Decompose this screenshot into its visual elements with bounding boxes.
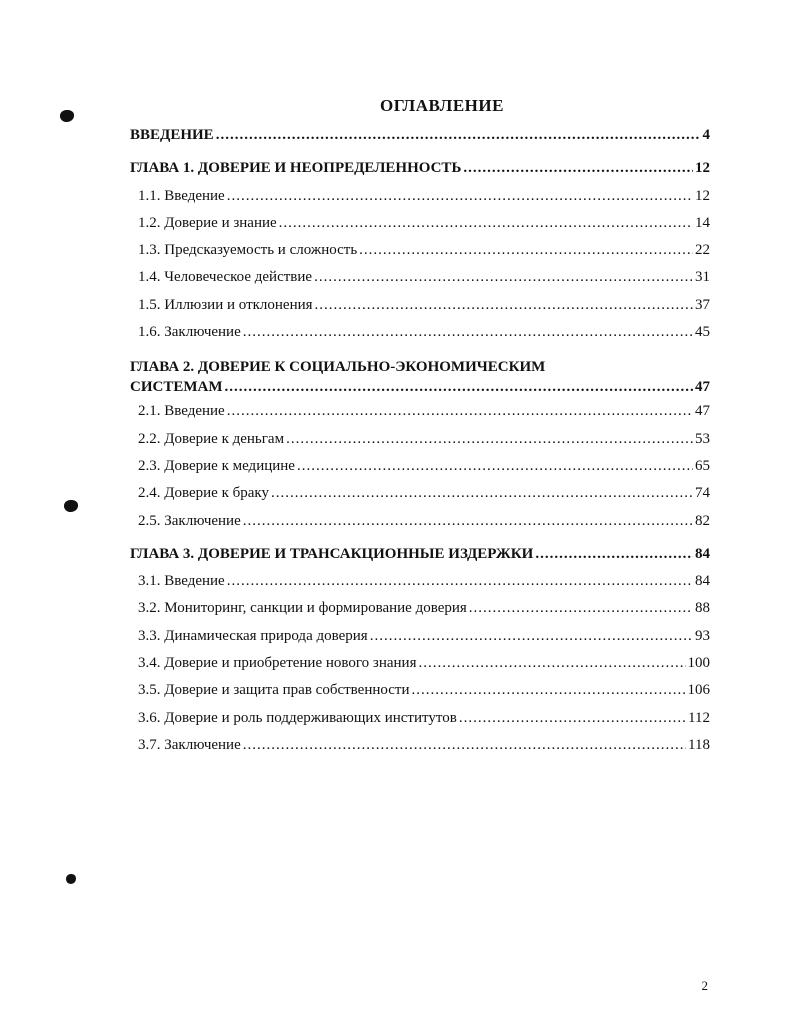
leader-dots xyxy=(535,544,693,564)
leader-dots xyxy=(286,429,693,449)
toc-entry-label: ГЛАВА 1. ДОВЕРИЕ И НЕОПРЕДЕЛЕННОСТЬ xyxy=(130,160,462,177)
leader-dots xyxy=(370,626,693,646)
toc-section-3-5[interactable] xyxy=(130,680,710,707)
leader-dots xyxy=(314,267,693,287)
toc-entry-label: 1.4. Человеческое действие xyxy=(138,269,313,286)
leader-dots xyxy=(459,708,686,728)
leader-dots xyxy=(227,186,693,206)
leader-dots xyxy=(279,213,693,233)
toc-entry-label: 1.1. Введение xyxy=(138,187,225,204)
punch-hole-mark xyxy=(66,874,76,884)
toc-section-3-3[interactable] xyxy=(130,626,710,653)
leader-dots xyxy=(297,456,693,476)
toc-entry-page: 106 xyxy=(687,682,710,699)
toc-entry-label: 3.3. Динамическая природа доверия xyxy=(138,627,368,644)
punch-hole-mark xyxy=(64,500,78,512)
toc-entry-page: 84 xyxy=(695,573,710,590)
toc-section-2-1[interactable] xyxy=(130,401,710,428)
toc-entry-label: СИСТЕМАМ xyxy=(130,379,223,396)
toc-chapter-title-line1: ГЛАВА 2. ДОВЕРИЕ К СОЦИАЛЬНО-ЭКОНОМИЧЕСКИМ xyxy=(130,359,546,376)
leader-dots xyxy=(216,125,701,145)
toc-chapter-title-line2 xyxy=(130,377,710,401)
leader-dots xyxy=(418,653,685,673)
toc-entry-page: 53 xyxy=(695,430,710,447)
toc-entry-label: 3.5. Доверие и защита прав собственности xyxy=(138,682,410,699)
toc-entry-label: 3.7. Заключение xyxy=(138,736,241,753)
toc-chapter-1[interactable] xyxy=(130,158,710,185)
toc-section-1-3[interactable] xyxy=(130,240,710,267)
toc-section-3-2[interactable] xyxy=(130,598,710,625)
leader-dots xyxy=(271,483,693,503)
toc-entry-page: 12 xyxy=(695,160,710,177)
toc-section-1-5[interactable] xyxy=(130,295,710,322)
toc-title: ОГЛАВЛЕНИЕ xyxy=(380,96,504,115)
table-of-contents xyxy=(130,125,710,762)
toc-section-2-2[interactable] xyxy=(130,429,710,456)
toc-section-2-4[interactable] xyxy=(130,483,710,510)
toc-section-3-6[interactable] xyxy=(130,708,710,735)
toc-entry-label: ВВЕДЕНИЕ xyxy=(130,127,214,143)
toc-entry-page: 22 xyxy=(695,242,710,259)
toc-chapter-2[interactable] xyxy=(130,357,710,401)
toc-entry-label: 1.6. Заключение xyxy=(138,324,241,341)
toc-section-3-1[interactable] xyxy=(130,571,710,598)
toc-entry-label: 1.2. Доверие и знание xyxy=(138,214,277,231)
toc-entry-label: ГЛАВА 3. ДОВЕРИЕ И ТРАНСАКЦИОННЫЕ ИЗДЕРЖКИ xyxy=(130,545,534,562)
toc-entry-label: 1.5. Иллюзии и отклонения xyxy=(138,296,313,313)
leader-dots xyxy=(469,598,693,618)
leader-dots xyxy=(315,295,693,315)
toc-section-2-5[interactable] xyxy=(130,511,710,538)
toc-section-2-3[interactable] xyxy=(130,456,710,483)
page-number: 2 xyxy=(701,978,708,993)
toc-section-1-6[interactable] xyxy=(130,322,710,349)
toc-entry-label: 3.2. Мониторинг, санкции и формирование доверия xyxy=(138,600,467,617)
toc-entry-page: 47 xyxy=(695,403,710,420)
leader-dots xyxy=(463,158,693,178)
toc-entry-page: 74 xyxy=(695,485,710,502)
toc-entry-page: 37 xyxy=(695,296,710,313)
toc-chapter-3[interactable] xyxy=(130,544,710,571)
toc-entry-page: 118 xyxy=(688,736,710,753)
toc-entry-page: 12 xyxy=(695,187,710,204)
leader-dots xyxy=(359,240,693,260)
toc-section-1-2[interactable] xyxy=(130,213,710,240)
toc-entry-page: 100 xyxy=(687,655,710,672)
toc-entry-label: 2.1. Введение xyxy=(138,403,225,420)
toc-entry-page: 45 xyxy=(695,324,710,341)
leader-dots xyxy=(412,680,686,700)
toc-entry-page: 93 xyxy=(695,627,710,644)
toc-entry-label: 3.1. Введение xyxy=(138,573,225,590)
toc-entry-label: 1.3. Предсказуемость и сложность xyxy=(138,242,358,259)
toc-entry-page: 88 xyxy=(695,600,710,617)
leader-dots xyxy=(225,377,694,397)
leader-dots xyxy=(227,401,693,421)
toc-entry-label: 3.6. Доверие и роль поддерживающих институтов xyxy=(138,709,457,726)
leader-dots xyxy=(243,322,693,342)
toc-section-3-7[interactable] xyxy=(130,735,710,762)
leader-dots xyxy=(227,571,693,591)
leader-dots xyxy=(243,511,693,531)
toc-entry-label: 2.5. Заключение xyxy=(138,512,241,529)
toc-entry-label: 2.3. Доверие к медицине xyxy=(138,457,295,474)
leader-dots xyxy=(243,735,686,755)
toc-section-3-4[interactable] xyxy=(130,653,710,680)
toc-section-1-4[interactable] xyxy=(130,267,710,294)
toc-section-1-1[interactable] xyxy=(130,186,710,213)
toc-entry-page: 82 xyxy=(695,512,710,529)
toc-intro-entry[interactable] xyxy=(130,125,710,152)
toc-entry-label: 3.4. Доверие и приобретение нового знания xyxy=(138,655,417,672)
toc-entry-label: 2.4. Доверие к браку xyxy=(138,485,269,502)
toc-entry-page: 47 xyxy=(695,379,710,396)
toc-entry-page: 4 xyxy=(702,127,710,143)
toc-entry-page: 65 xyxy=(695,457,710,474)
toc-entry-page: 84 xyxy=(695,545,710,562)
toc-entry-page: 14 xyxy=(695,214,710,231)
toc-entry-label: 2.2. Доверие к деньгам xyxy=(138,430,285,447)
toc-entry-page: 112 xyxy=(688,709,710,726)
toc-entry-page: 31 xyxy=(695,269,710,286)
